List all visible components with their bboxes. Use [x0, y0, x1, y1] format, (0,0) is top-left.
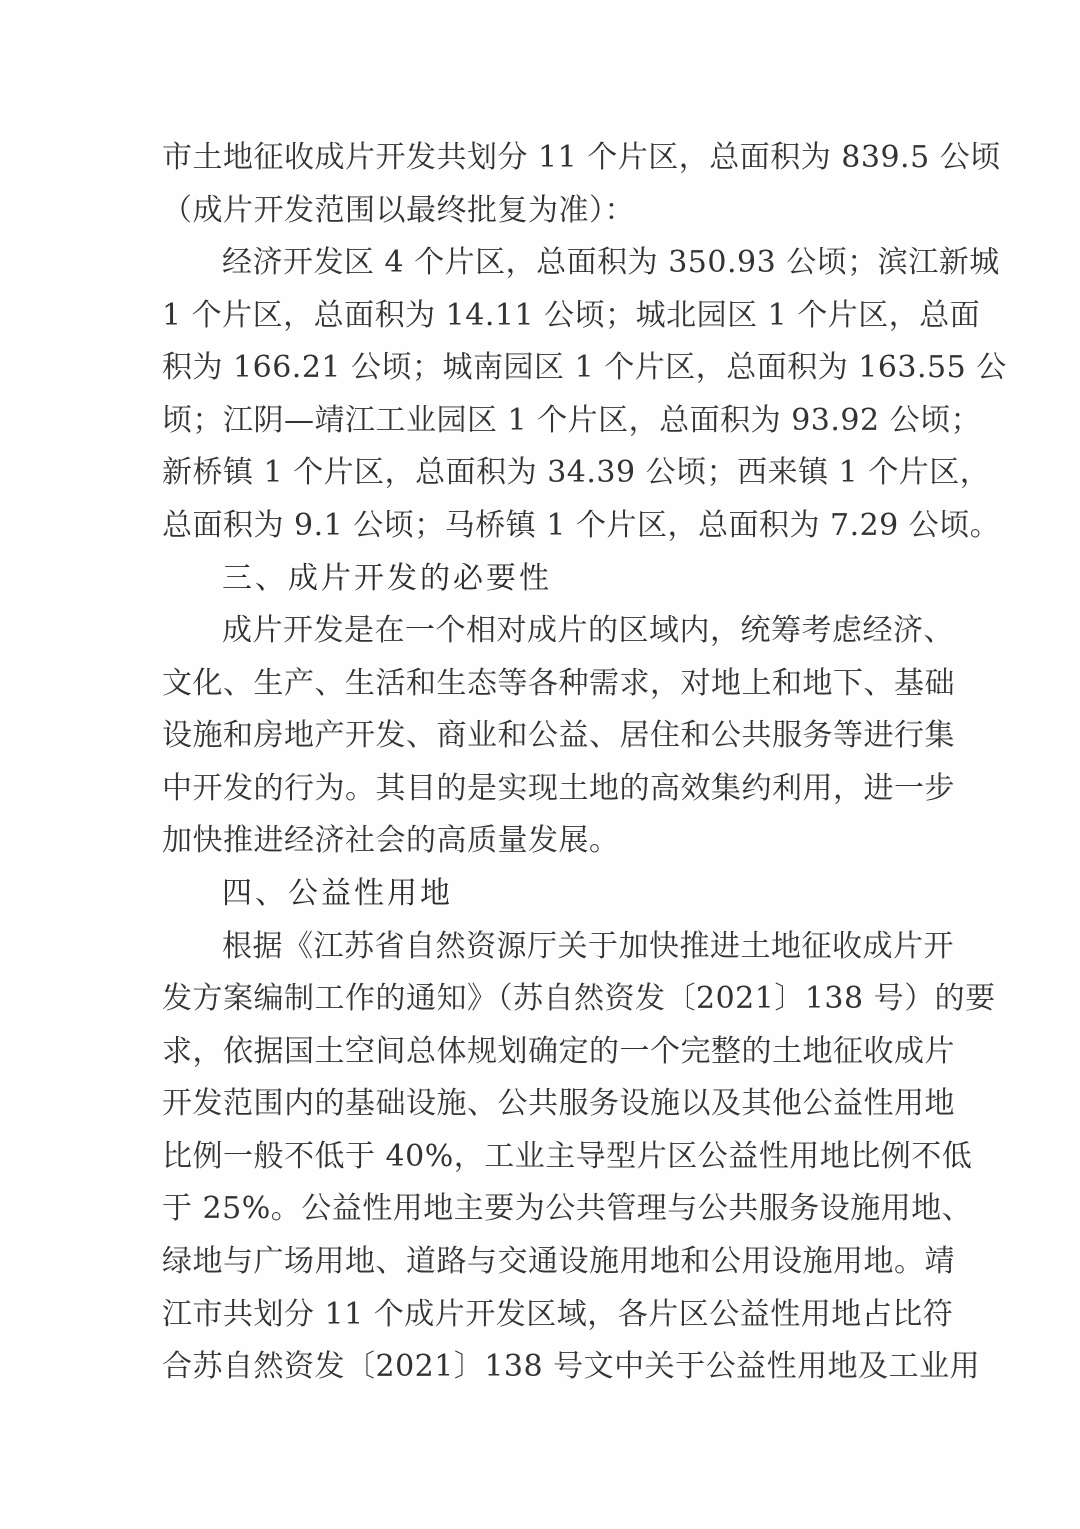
body-text-line: 于 25%。公益性用地主要为公共管理与公共服务设施用地、	[162, 1191, 973, 1226]
body-text-line: 比例一般不低于 40%，工业主导型片区公益性用地比例不低	[162, 1139, 973, 1174]
body-text-line: 市土地征收成片开发共划分 11 个片区，总面积为 839.5 公顷	[162, 140, 1001, 175]
body-text-line: 顷；江阴—靖江工业园区 1 个片区，总面积为 93.92 公顷；	[162, 403, 982, 438]
section-heading-necessity: 三、成片开发的必要性	[222, 561, 552, 596]
paragraph-first-line: 根据《江苏省自然资源厅关于加快推进土地征收成片开	[222, 929, 954, 964]
body-text-line: 1 个片区，总面积为 14.11 公顷；城北园区 1 个片区，总面	[162, 298, 981, 333]
body-text-line: 绿地与广场用地、道路与交通设施用地和公用设施用地。靖	[162, 1244, 955, 1279]
body-text-line: 新桥镇 1 个片区，总面积为 34.39 公顷；西来镇 1 个片区，	[162, 455, 991, 490]
body-text-line: 总面积为 9.1 公顷；马桥镇 1 个片区，总面积为 7.29 公顷。	[162, 508, 1001, 543]
paragraph-first-line: 成片开发是在一个相对成片的区域内，统筹考虑经济、	[222, 613, 954, 648]
body-text-line: 江市共划分 11 个成片开发区域，各片区公益性用地占比符	[162, 1297, 954, 1332]
body-text-line: 求，依据国土空间总体规划确定的一个完整的土地征收成片	[162, 1034, 955, 1069]
body-text-line: （成片开发范围以最终批复为准）：	[162, 193, 635, 228]
body-text-line: 设施和房地产开发、商业和公益、居住和公共服务等进行集	[162, 718, 955, 753]
paragraph-first-line: 经济开发区 4 个片区，总面积为 350.93 公顷；滨江新城	[222, 245, 1000, 280]
body-text-line: 文化、生产、生活和生态等各种需求，对地上和地下、基础	[162, 666, 955, 701]
body-text-line: 中开发的行为。其目的是实现土地的高效集约利用，进一步	[162, 771, 955, 806]
body-text-line: 发方案编制工作的通知》（苏自然资发〔2021〕138 号）的要	[162, 981, 996, 1016]
section-heading-public-land: 四、公益性用地	[222, 876, 453, 911]
body-text-line: 开发范围内的基础设施、公共服务设施以及其他公益性用地	[162, 1086, 955, 1121]
body-text-line: 加快推进经济社会的高质量发展。	[162, 823, 620, 858]
body-text-line: 合苏自然资发〔2021〕138 号文中关于公益性用地及工业用	[162, 1349, 981, 1384]
body-text-line: 积为 166.21 公顷；城南园区 1 个片区，总面积为 163.55 公	[162, 350, 1007, 385]
